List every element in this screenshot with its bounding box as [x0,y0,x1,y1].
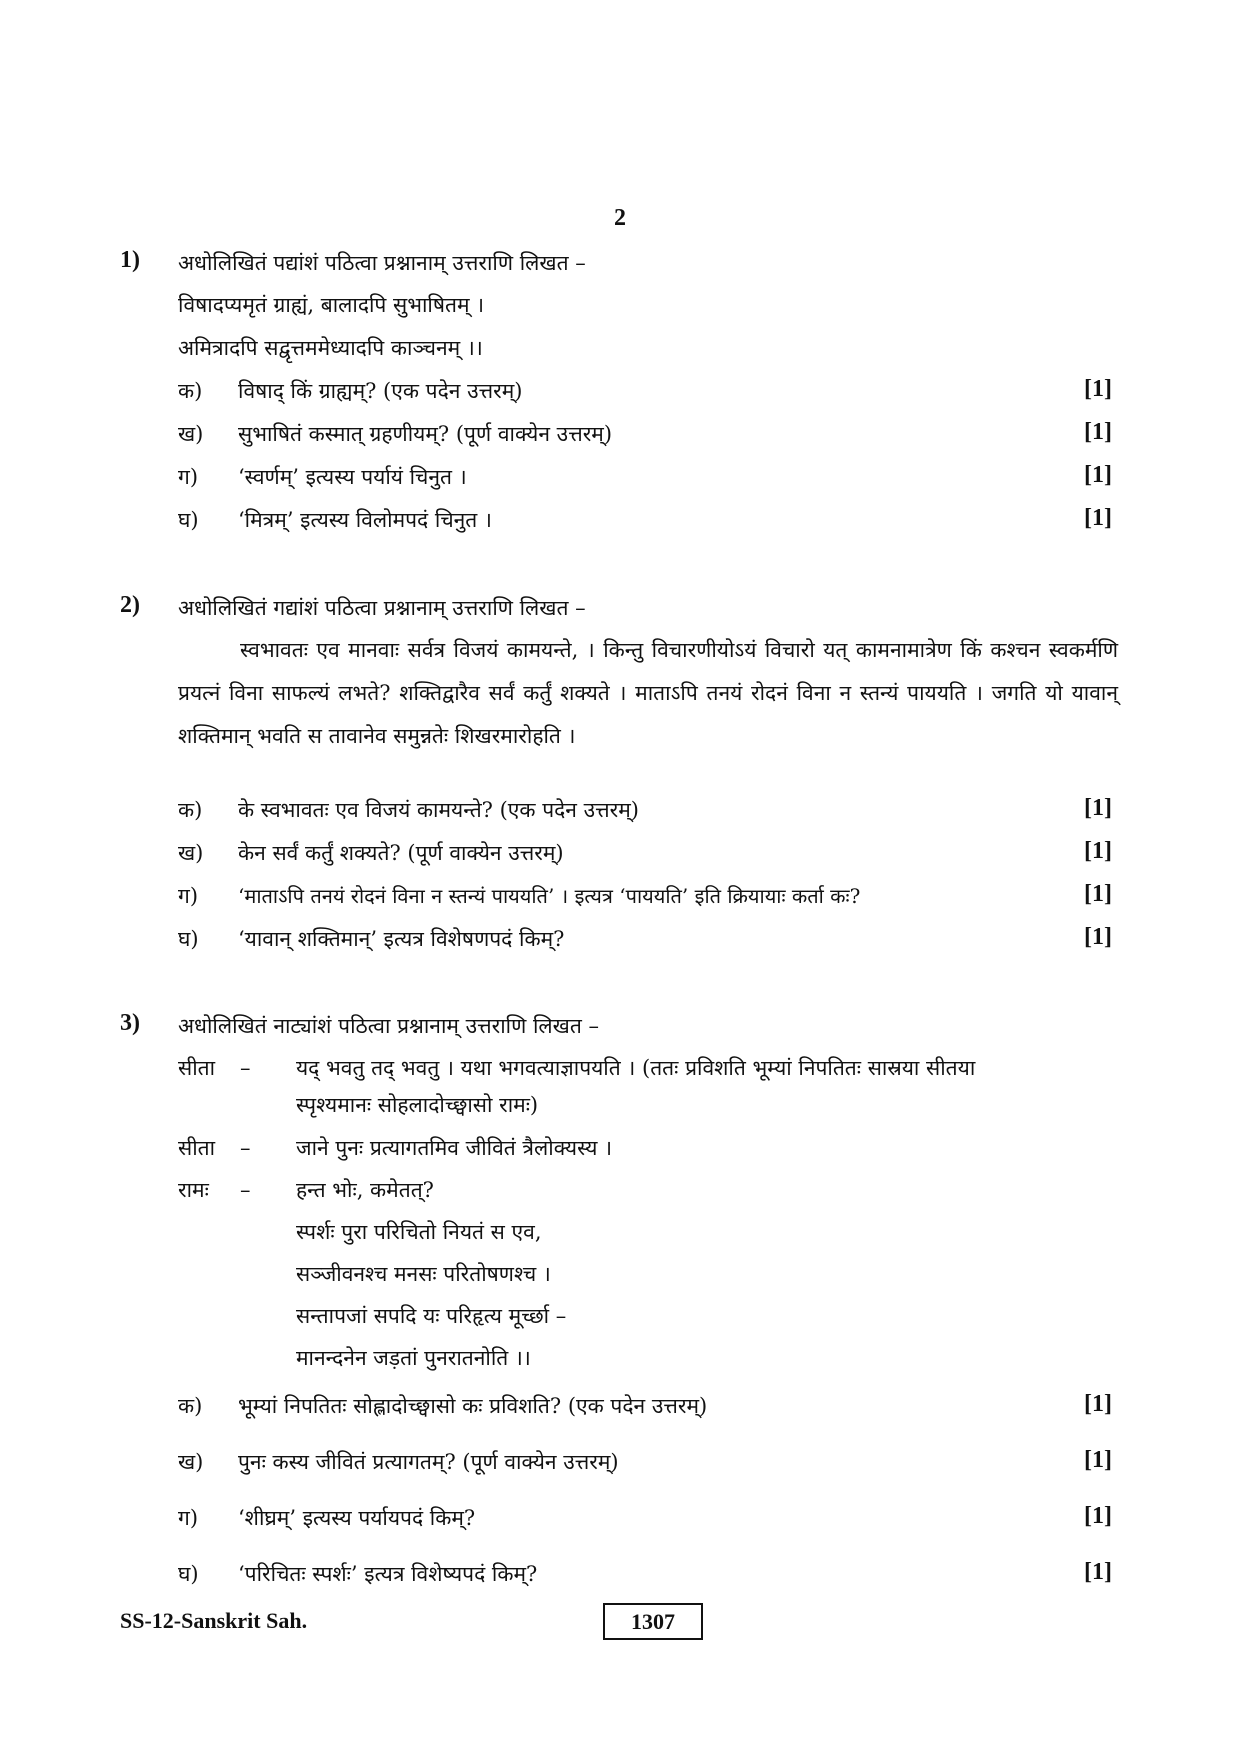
q3-sub-mark: [1] [1084,1391,1112,1417]
verse-line-1: विषादप्यमृतं ग्राह्यं, बालादपि सुभाषितम् । [178,293,485,317]
question-2-number: 2) [120,592,140,618]
dialogue-line: सञ्जीवनश्च मनसः परितोषणश्च । [296,1262,551,1286]
q3-sub-label: क) [178,1394,203,1418]
q1-sub-label: क) [178,379,203,403]
question-3-number: 3) [120,1010,140,1036]
q2-sub-text: केन सर्वं कर्तुं शक्यते? (पूर्ण वाक्येन उत्तरम्) [238,841,564,865]
dialogue-line: स्पृश्यमानः सोहलादोच्छ्वासो रामः) [296,1093,539,1117]
paper-code: SS-12-Sanskrit Sah. [120,1608,308,1633]
q3-sub-text: ‘शीघ्रम्’ इत्यस्य पर्यायपदं किम्? [238,1506,476,1530]
q2-sub-mark: [1] [1084,838,1112,864]
q2-sub-label: क) [178,798,203,822]
verse-line-2: अमित्रादपि सद्वृत्तममेध्यादपि काञ्चनम् ।। [178,336,483,360]
q2-sub-mark: [1] [1084,795,1112,821]
q1-sub-label: ख) [178,422,204,446]
prose-passage: स्वभावतः एव मानवाः सर्वत्र विजयं कामयन्ते, । किन्तु विचारणीयोऽयं विचारो यत् कामनामात्रेण किं कश्चन स्वकर्मणि प्रयत्नं विना साफल्यं लभते? शक्तिद्वारैव सर्वं कर्तुं शक्यते । माताऽपि तनयं रोदनं विना न स्तन्यं पाययति । जगति यो यावान् शक्तिमान् भवति स तावानेव समुन्नतेः शिखरमारोहति । [178,638,1118,748]
speaker-dash: – [240,1178,251,1202]
q3-sub-text: ‘परिचितः स्पर्शः’ इत्यत्र विशेष्यपदं किम्? [238,1562,538,1586]
q3-sub-label: घ) [178,1562,199,1586]
paper-number-box: 1307 [603,1603,703,1640]
question-3-instruction: अधोलिखितं नाट्यांशं पठित्वा प्रश्नानाम् उत्तराणि लिखत – [178,1014,599,1038]
q2-sub-label: घ) [178,927,199,951]
q1-sub-mark: [1] [1084,376,1112,402]
speaker-name: सीता [178,1136,216,1160]
q3-sub-mark: [1] [1084,1559,1112,1585]
q1-sub-text: ‘स्वर्णम्’ इत्यस्य पर्यायं चिनुत । [238,465,467,489]
q2-sub-text: के स्वभावतः एव विजयं कामयन्ते? (एक पदेन उत्तरम्) [238,798,639,822]
q3-sub-mark: [1] [1084,1503,1112,1529]
q1-sub-label: घ) [178,508,199,532]
dialogue-line: मानन्दनेन जड़तां पुनरातनोति ।। [296,1346,531,1370]
dialogue-line: सन्तापजां सपदि यः परिहृत्य मूर्च्छा – [296,1304,567,1328]
speaker-dash: – [240,1136,251,1160]
q1-sub-mark: [1] [1084,462,1112,488]
q3-sub-text: पुनः कस्य जीवितं प्रत्यागतम्? (पूर्ण वाक्येन उत्तरम्) [238,1450,619,1474]
q1-sub-text: सुभाषितं कस्मात् ग्रहणीयम्? (पूर्ण वाक्येन उत्तरम्) [238,422,613,446]
q3-sub-label: ख) [178,1450,204,1474]
q3-sub-label: ग) [178,1506,199,1530]
q2-sub-label: ग) [178,884,199,908]
q3-sub-mark: [1] [1084,1447,1112,1473]
page-number: 2 [614,205,626,231]
q1-sub-label: ग) [178,465,199,489]
question-2-instruction: अधोलिखितं गद्यांशं पठित्वा प्रश्नानाम् उत्तराणि लिखत – [178,596,586,620]
q2-sub-mark: [1] [1084,924,1112,950]
speaker-dash: – [240,1056,251,1080]
dialogue-line: स्पर्शः पुरा परिचितो नियतं स एव, [296,1220,542,1244]
q1-sub-text: ‘मित्रम्’ इत्यस्य विलोमपदं चिनुत । [238,508,492,532]
speaker-name: सीता [178,1056,216,1080]
speaker-name: रामः [178,1178,209,1202]
question-1-number: 1) [120,247,140,273]
question-1-instruction: अधोलिखितं पद्यांशं पठित्वा प्रश्नानाम् उत्तराणि लिखत – [178,251,586,275]
q2-sub-label: ख) [178,841,204,865]
q2-sub-mark: [1] [1084,881,1112,907]
q1-sub-text: विषाद् किं ग्राह्यम्? (एक पदेन उत्तरम्) [238,379,523,403]
q3-sub-text: भूम्यां निपतितः सोह्लादोच्छ्वासो कः प्रविशति? (एक पदेन उत्तरम्) [238,1394,708,1418]
dialogue-line: हन्त भोः, कमेतत्? [296,1178,434,1202]
q2-sub-text: ‘यावान् शक्तिमान्’ इत्यत्र विशेषणपदं किम्? [238,927,565,951]
q2-sub-text: ‘माताऽपि तनयं रोदनं विना न स्तन्यं पाययति’ । इत्यत्र ‘पाययति’ इति क्रियायाः कर्ता कः? [238,884,861,908]
q1-sub-mark: [1] [1084,505,1112,531]
dialogue-line: जाने पुनः प्रत्यागतमिव जीवितं त्रैलोक्यस्य । [296,1136,613,1160]
dialogue-line: यद् भवतु तद् भवतु । यथा भगवत्याज्ञापयति । (ततः प्रविशति भूम्यां निपतितः सास्रया सीतया [296,1056,976,1080]
q1-sub-mark: [1] [1084,419,1112,445]
